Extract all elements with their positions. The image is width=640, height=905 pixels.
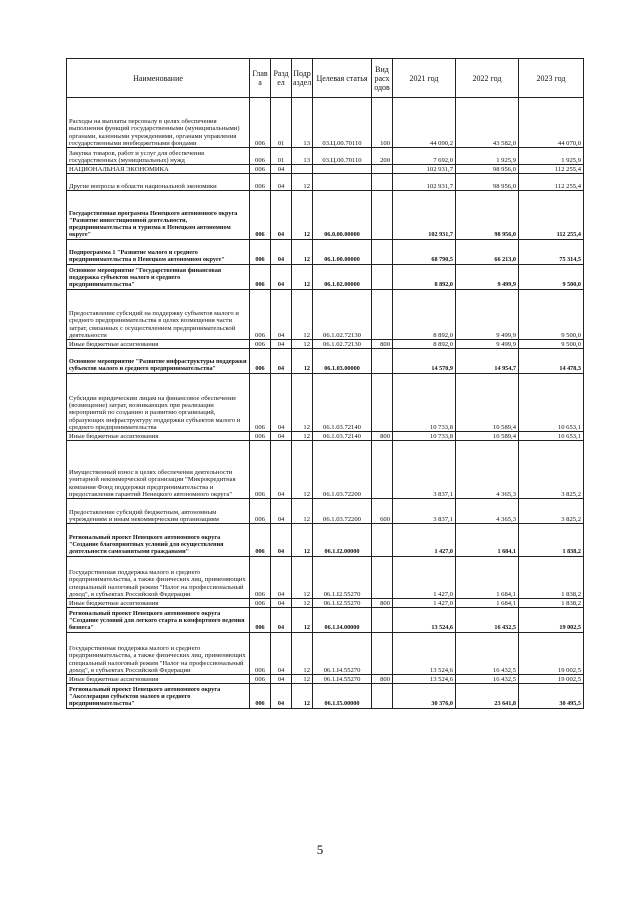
row-target: 06.1.I2.00000: [313, 524, 372, 557]
row-target: 06.1.00.00000: [313, 240, 372, 265]
row-amount-2022: 14 954,7: [456, 349, 519, 374]
row-target: 06.1.I4.00000: [313, 608, 372, 633]
row-razdel: 01: [271, 148, 292, 165]
row-amount-2023: 10 653,1: [519, 432, 584, 441]
row-target: 06.1.03.72200: [313, 441, 372, 499]
row-name: Иные бюджетные ассигнования: [67, 340, 250, 349]
row-amount-2022: 16 432,5: [456, 675, 519, 684]
row-razdel: 04: [271, 633, 292, 675]
row-razdel: 04: [271, 349, 292, 374]
row-amount-2021: 102 931,7: [393, 174, 456, 191]
table-row: [67, 599, 584, 608]
row-amount-2023: 19 002,5: [519, 633, 584, 675]
row-target: 06.1.03.72140: [313, 374, 372, 432]
row-name: Иные бюджетные ассигнования: [67, 432, 250, 441]
row-glava: 006: [250, 374, 271, 432]
row-kind: [372, 174, 393, 191]
row-amount-2021: 10 733,8: [393, 374, 456, 432]
row-razdel: 04: [271, 524, 292, 557]
row-podrazdel: 12: [292, 340, 313, 349]
table-row: [67, 240, 584, 265]
row-target: 03.Ц.00.70110: [313, 148, 372, 165]
row-amount-2023: 3 825,2: [519, 499, 584, 524]
row-name: Иные бюджетные ассигнования: [67, 599, 250, 608]
row-amount-2021: 102 931,7: [393, 165, 456, 174]
row-glava: 006: [250, 633, 271, 675]
row-amount-2022: 10 589,4: [456, 374, 519, 432]
row-glava: 006: [250, 432, 271, 441]
row-glava: 006: [250, 148, 271, 165]
table-row: [67, 499, 584, 524]
row-amount-2021: 13 524,6: [393, 608, 456, 633]
header-2021: 2021 год: [393, 59, 456, 98]
row-target: [313, 174, 372, 191]
row-amount-2021: 44 090,2: [393, 98, 456, 148]
row-glava: 006: [250, 174, 271, 191]
row-amount-2021: 13 524,6: [393, 675, 456, 684]
table-row: [67, 608, 584, 633]
row-razdel: 04: [271, 240, 292, 265]
row-kind: [372, 165, 393, 174]
row-target: 06.1.03.72140: [313, 432, 372, 441]
row-amount-2021: 8 892,0: [393, 340, 456, 349]
header-razdel: Разд ел: [271, 59, 292, 98]
row-kind: [372, 191, 393, 240]
row-razdel: 04: [271, 684, 292, 709]
row-razdel: 04: [271, 557, 292, 599]
table-row: [67, 684, 584, 709]
row-name: Другие вопросы в области национальной экономики: [67, 174, 250, 191]
row-amount-2022: 9 499,9: [456, 265, 519, 290]
row-amount-2021: 3 837,1: [393, 441, 456, 499]
row-amount-2021: 14 570,9: [393, 349, 456, 374]
row-razdel: 04: [271, 499, 292, 524]
table-row: [67, 675, 584, 684]
row-amount-2021: 1 427,0: [393, 599, 456, 608]
row-name: Иные бюджетные ассигнования: [67, 675, 250, 684]
table-row: [67, 441, 584, 499]
row-podrazdel: 12: [292, 499, 313, 524]
row-amount-2023: 75 314,5: [519, 240, 584, 265]
row-target: 06.1.03.00000: [313, 349, 372, 374]
row-amount-2021: 13 524,6: [393, 633, 456, 675]
row-name: Основное мероприятие "Государственная финансовая поддержка субъектов малого и среднего предпринимательства": [67, 265, 250, 290]
row-kind: 100: [372, 98, 393, 148]
row-razdel: 04: [271, 265, 292, 290]
row-podrazdel: 12: [292, 432, 313, 441]
row-amount-2022: 98 956,0: [456, 191, 519, 240]
row-podrazdel: 12: [292, 240, 313, 265]
row-glava: 006: [250, 608, 271, 633]
table-row: [67, 374, 584, 432]
page-number: 5: [316, 842, 324, 857]
header-target: Целевая статья: [313, 59, 372, 98]
row-name: Субсидии юридическим лицам на финансовое обеспечение (возмещение) затрат, возникающих при реализации мероприятий по созданию и развитию организаций, образующих инфраструктуру поддержки субъектов малого и среднего предпринимательства: [67, 374, 250, 432]
row-razdel: 01: [271, 98, 292, 148]
row-amount-2021: 8 892,0: [393, 265, 456, 290]
row-kind: 800: [372, 432, 393, 441]
table-row: [67, 265, 584, 290]
row-target: 06.1.02.72130: [313, 290, 372, 340]
row-amount-2022: 23 641,8: [456, 684, 519, 709]
row-target: 06.1.I4.55270: [313, 633, 372, 675]
table-header-row: [67, 59, 584, 98]
row-kind: [372, 290, 393, 340]
row-amount-2023: 10 653,1: [519, 374, 584, 432]
row-amount-2023: 112 255,4: [519, 174, 584, 191]
row-target: 06.1.I5.00000: [313, 684, 372, 709]
row-podrazdel: 12: [292, 290, 313, 340]
table-row: [67, 165, 584, 174]
row-kind: [372, 633, 393, 675]
budget-table: [66, 58, 584, 709]
row-kind: [372, 265, 393, 290]
row-glava: 006: [250, 98, 271, 148]
row-amount-2021: 68 790,5: [393, 240, 456, 265]
row-glava: 006: [250, 191, 271, 240]
row-razdel: 04: [271, 675, 292, 684]
row-razdel: 04: [271, 441, 292, 499]
row-target: 06.1.02.00000: [313, 265, 372, 290]
row-amount-2023: 9 500,0: [519, 340, 584, 349]
row-amount-2022: 98 956,0: [456, 165, 519, 174]
table-row: [67, 524, 584, 557]
row-glava: 006: [250, 599, 271, 608]
row-amount-2023: 9 500,0: [519, 265, 584, 290]
row-podrazdel: 13: [292, 98, 313, 148]
row-amount-2023: 112 255,4: [519, 191, 584, 240]
row-podrazdel: 12: [292, 349, 313, 374]
table-row: [67, 148, 584, 165]
table-row: [67, 432, 584, 441]
row-glava: 006: [250, 240, 271, 265]
row-amount-2022: 9 499,9: [456, 290, 519, 340]
row-amount-2021: 7 692,0: [393, 148, 456, 165]
row-kind: [372, 240, 393, 265]
row-kind: 600: [372, 499, 393, 524]
row-amount-2022: 1 925,9: [456, 148, 519, 165]
row-podrazdel: 12: [292, 441, 313, 499]
table-row: [67, 557, 584, 599]
row-amount-2022: 10 589,4: [456, 432, 519, 441]
row-amount-2023: 19 002,5: [519, 608, 584, 633]
row-name: Закупка товаров, работ и услуг для обеспечения государственных (муниципальных) нужд: [67, 148, 250, 165]
row-podrazdel: 12: [292, 599, 313, 608]
header-name: Наименование: [67, 59, 250, 98]
row-kind: [372, 374, 393, 432]
row-kind: [372, 684, 393, 709]
row-amount-2022: 98 956,0: [456, 174, 519, 191]
row-name: Государственная поддержка малого и среднего предпринимательства, а также физических лиц, применяющих специальный налоговый режим "Налог на профессиональный доход", в субъектах Российской Федерации: [67, 557, 250, 599]
row-razdel: 04: [271, 165, 292, 174]
row-glava: 006: [250, 165, 271, 174]
row-amount-2022: 1 684,1: [456, 599, 519, 608]
row-kind: 800: [372, 675, 393, 684]
row-amount-2022: 16 432,5: [456, 633, 519, 675]
row-name: Подпрограмма 1 "Развитие малого и среднего предпринимательства в Ненецком автономном округе": [67, 240, 250, 265]
row-amount-2021: 10 733,8: [393, 432, 456, 441]
row-amount-2022: 66 213,0: [456, 240, 519, 265]
row-glava: 006: [250, 675, 271, 684]
row-name: Основное мероприятие "Развитие инфраструктуры поддержки субъектов малого и среднего предпринимательства": [67, 349, 250, 374]
row-kind: 200: [372, 148, 393, 165]
row-target: [313, 165, 372, 174]
row-razdel: 04: [271, 608, 292, 633]
table-body: [67, 98, 584, 709]
row-glava: 006: [250, 499, 271, 524]
header-kind: Вид расх одов: [372, 59, 393, 98]
row-amount-2022: 4 365,3: [456, 441, 519, 499]
row-name: Государственная поддержка малого и среднего предпринимательства, а также физических лиц, применяющих специальный налоговый режим "Налог на профессиональный доход", в субъектах Российской Федерации: [67, 633, 250, 675]
table-row: [67, 174, 584, 191]
row-kind: [372, 524, 393, 557]
row-glava: 006: [250, 340, 271, 349]
table-row: [67, 340, 584, 349]
row-amount-2021: 1 427,0: [393, 557, 456, 599]
row-kind: [372, 557, 393, 599]
row-podrazdel: 12: [292, 374, 313, 432]
row-amount-2022: 4 365,3: [456, 499, 519, 524]
row-target: 06.1.I2.55270: [313, 599, 372, 608]
row-kind: [372, 441, 393, 499]
header-2023: 2023 год: [519, 59, 584, 98]
row-amount-2022: 16 432,5: [456, 608, 519, 633]
row-razdel: 04: [271, 340, 292, 349]
row-razdel: 04: [271, 374, 292, 432]
row-amount-2021: 102 931,7: [393, 191, 456, 240]
row-podrazdel: 12: [292, 265, 313, 290]
row-glava: 006: [250, 349, 271, 374]
row-name: Государственная программа Ненецкого автономного округа "Развитие инвестиционной деятельности, предпринимательства и туризма в Ненецком автономном округе": [67, 191, 250, 240]
row-razdel: 04: [271, 191, 292, 240]
row-podrazdel: 12: [292, 608, 313, 633]
row-name: Имущественный взнос в целях обеспечения деятельности унитарной некоммерческой организации "Микрокредитная компания Фонд поддержки предпринимательства и предоставления гарантий Ненецкого автономного округа": [67, 441, 250, 499]
row-glava: 006: [250, 524, 271, 557]
row-amount-2023: 3 825,2: [519, 441, 584, 499]
row-glava: 006: [250, 290, 271, 340]
row-amount-2023: 1 838,2: [519, 557, 584, 599]
row-amount-2023: 9 500,0: [519, 290, 584, 340]
row-name: Предоставление субсидий на поддержку субъектов малого и среднего предпринимательства в целях возмещения части затрат, связанных с осуществлением предпринимательской деятельности: [67, 290, 250, 340]
row-target: 03.Ц.00.70110: [313, 98, 372, 148]
row-amount-2022: 9 499,9: [456, 340, 519, 349]
row-glava: 006: [250, 557, 271, 599]
table-row: [67, 98, 584, 148]
row-target: 06.1.I4.55270: [313, 675, 372, 684]
row-name: НАЦИОНАЛЬНАЯ ЭКОНОМИКА: [67, 165, 250, 174]
row-podrazdel: 12: [292, 684, 313, 709]
row-kind: 800: [372, 340, 393, 349]
row-podrazdel: 12: [292, 675, 313, 684]
header-podrazdel: Подр аздел: [292, 59, 313, 98]
row-amount-2023: 19 002,5: [519, 675, 584, 684]
row-amount-2023: 1 838,2: [519, 524, 584, 557]
row-amount-2023: 1 838,2: [519, 599, 584, 608]
row-target: 06.1.02.72130: [313, 340, 372, 349]
row-glava: 006: [250, 684, 271, 709]
row-glava: 006: [250, 441, 271, 499]
table-row: [67, 290, 584, 340]
row-kind: [372, 608, 393, 633]
row-amount-2022: 1 684,1: [456, 524, 519, 557]
row-amount-2021: 30 376,0: [393, 684, 456, 709]
row-kind: 800: [372, 599, 393, 608]
row-amount-2023: 1 925,9: [519, 148, 584, 165]
row-name: Региональный проект Ненецкого автономного округа "Акселерация субъектов малого и среднего предпринимательства": [67, 684, 250, 709]
row-razdel: 04: [271, 174, 292, 191]
row-razdel: 04: [271, 599, 292, 608]
row-target: 06.1.I2.55270: [313, 557, 372, 599]
row-name: Региональный проект Ненецкого автономного округа "Создание условий для легкого старта и комфортного ведения бизнеса": [67, 608, 250, 633]
row-glava: 006: [250, 265, 271, 290]
row-amount-2023: 44 070,0: [519, 98, 584, 148]
row-podrazdel: 12: [292, 633, 313, 675]
row-podrazdel: 12: [292, 524, 313, 557]
row-kind: [372, 349, 393, 374]
row-podrazdel: 12: [292, 174, 313, 191]
table-row: [67, 191, 584, 240]
row-amount-2021: 8 892,0: [393, 290, 456, 340]
table-row: [67, 633, 584, 675]
row-amount-2023: 112 255,4: [519, 165, 584, 174]
row-podrazdel: 13: [292, 148, 313, 165]
header-2022: 2022 год: [456, 59, 519, 98]
row-amount-2022: 1 684,1: [456, 557, 519, 599]
header-glava: Глав а: [250, 59, 271, 98]
row-target: 06.0.00.00000: [313, 191, 372, 240]
row-target: 06.1.03.72200: [313, 499, 372, 524]
table-row: [67, 349, 584, 374]
row-name: Расходы на выплаты персоналу в целях обеспечения выполнения функций государственными (муниципальными) органами, казенными учреждениями, органами управления государственными внебюджетными фондами: [67, 98, 250, 148]
row-podrazdel: 12: [292, 557, 313, 599]
row-razdel: 04: [271, 290, 292, 340]
row-amount-2023: 14 478,3: [519, 349, 584, 374]
row-podrazdel: [292, 165, 313, 174]
row-podrazdel: 12: [292, 191, 313, 240]
row-amount-2021: 3 837,1: [393, 499, 456, 524]
row-name: Предоставление субсидий бюджетным, автономным учреждениям и иным некоммерческим организациям: [67, 499, 250, 524]
row-razdel: 04: [271, 432, 292, 441]
row-name: Региональный проект Ненецкого автономного округа "Создание благоприятных условий для осуществления деятельности самозанятыми гражданами": [67, 524, 250, 557]
row-amount-2021: 1 427,0: [393, 524, 456, 557]
row-amount-2022: 43 582,0: [456, 98, 519, 148]
row-amount-2023: 30 495,5: [519, 684, 584, 709]
